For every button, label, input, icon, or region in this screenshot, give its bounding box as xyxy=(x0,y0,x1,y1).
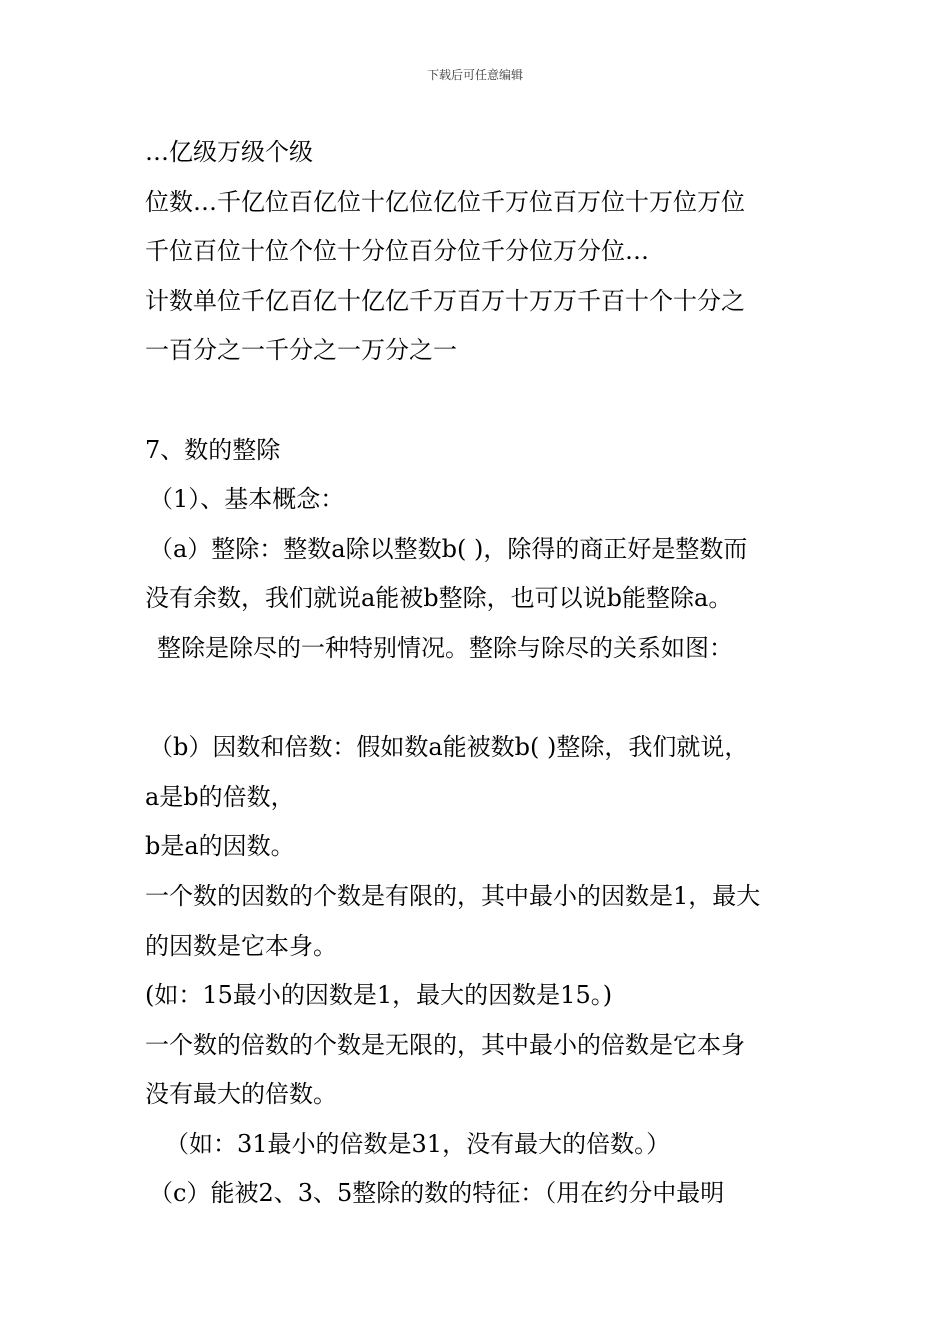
text-line: 一个数的倍数的个数是无限的，其中最小的倍数是它本身 xyxy=(145,1030,745,1059)
subsection-heading: （1）、基本概念： xyxy=(149,485,345,514)
text-line: …亿级万级个级 xyxy=(145,138,313,166)
text-line: （a）整除：整数a除以整数b( )，除得的商正好是整数而 xyxy=(149,534,748,563)
text-line: 一百分之一千分之一万分之一 xyxy=(145,336,457,365)
text-line: （如：31最小的倍数是31，没有最大的倍数。） xyxy=(165,1129,671,1158)
text-line: 千位百位十位个位十分位百分位千分位万分位… xyxy=(145,237,649,266)
text-line: 计数单位千亿百亿十亿亿千万百万十万万千百十个十分之 xyxy=(145,286,745,315)
page-header: 下载后可任意编辑 xyxy=(426,68,523,82)
section-heading: 7、数的整除 xyxy=(145,435,281,464)
text-line: 没有余数，我们就说a能被b整除，也可以说b能整除a。 xyxy=(145,584,733,613)
text-line: （c）能被2、3、5整除的数的特征：（用在约分中最明 xyxy=(149,1179,725,1208)
blank-line xyxy=(145,376,845,426)
text-line: 的因数是它本身。 xyxy=(145,931,337,960)
blank-line xyxy=(145,674,845,724)
text-line: （b）因数和倍数：假如数a能被数b( )整除，我们就说， xyxy=(149,733,749,762)
text-line: 没有最大的倍数。 xyxy=(145,1080,337,1109)
text-line: 位数…千亿位百亿位十亿位亿位千万位百万位十万位万位 xyxy=(145,187,745,216)
text-line: b是a的因数。 xyxy=(145,832,295,861)
text-line: a是b的倍数， xyxy=(145,782,295,811)
text-line: 整除是除尽的一种特别情况。整除与除尽的关系如图： xyxy=(157,633,733,662)
text-line: (如：15最小的因数是1，最大的因数是15。) xyxy=(145,981,613,1010)
text-line: 一个数的因数的个数是有限的，其中最小的因数是1，最大 xyxy=(145,881,761,910)
document-body xyxy=(145,128,845,1219)
